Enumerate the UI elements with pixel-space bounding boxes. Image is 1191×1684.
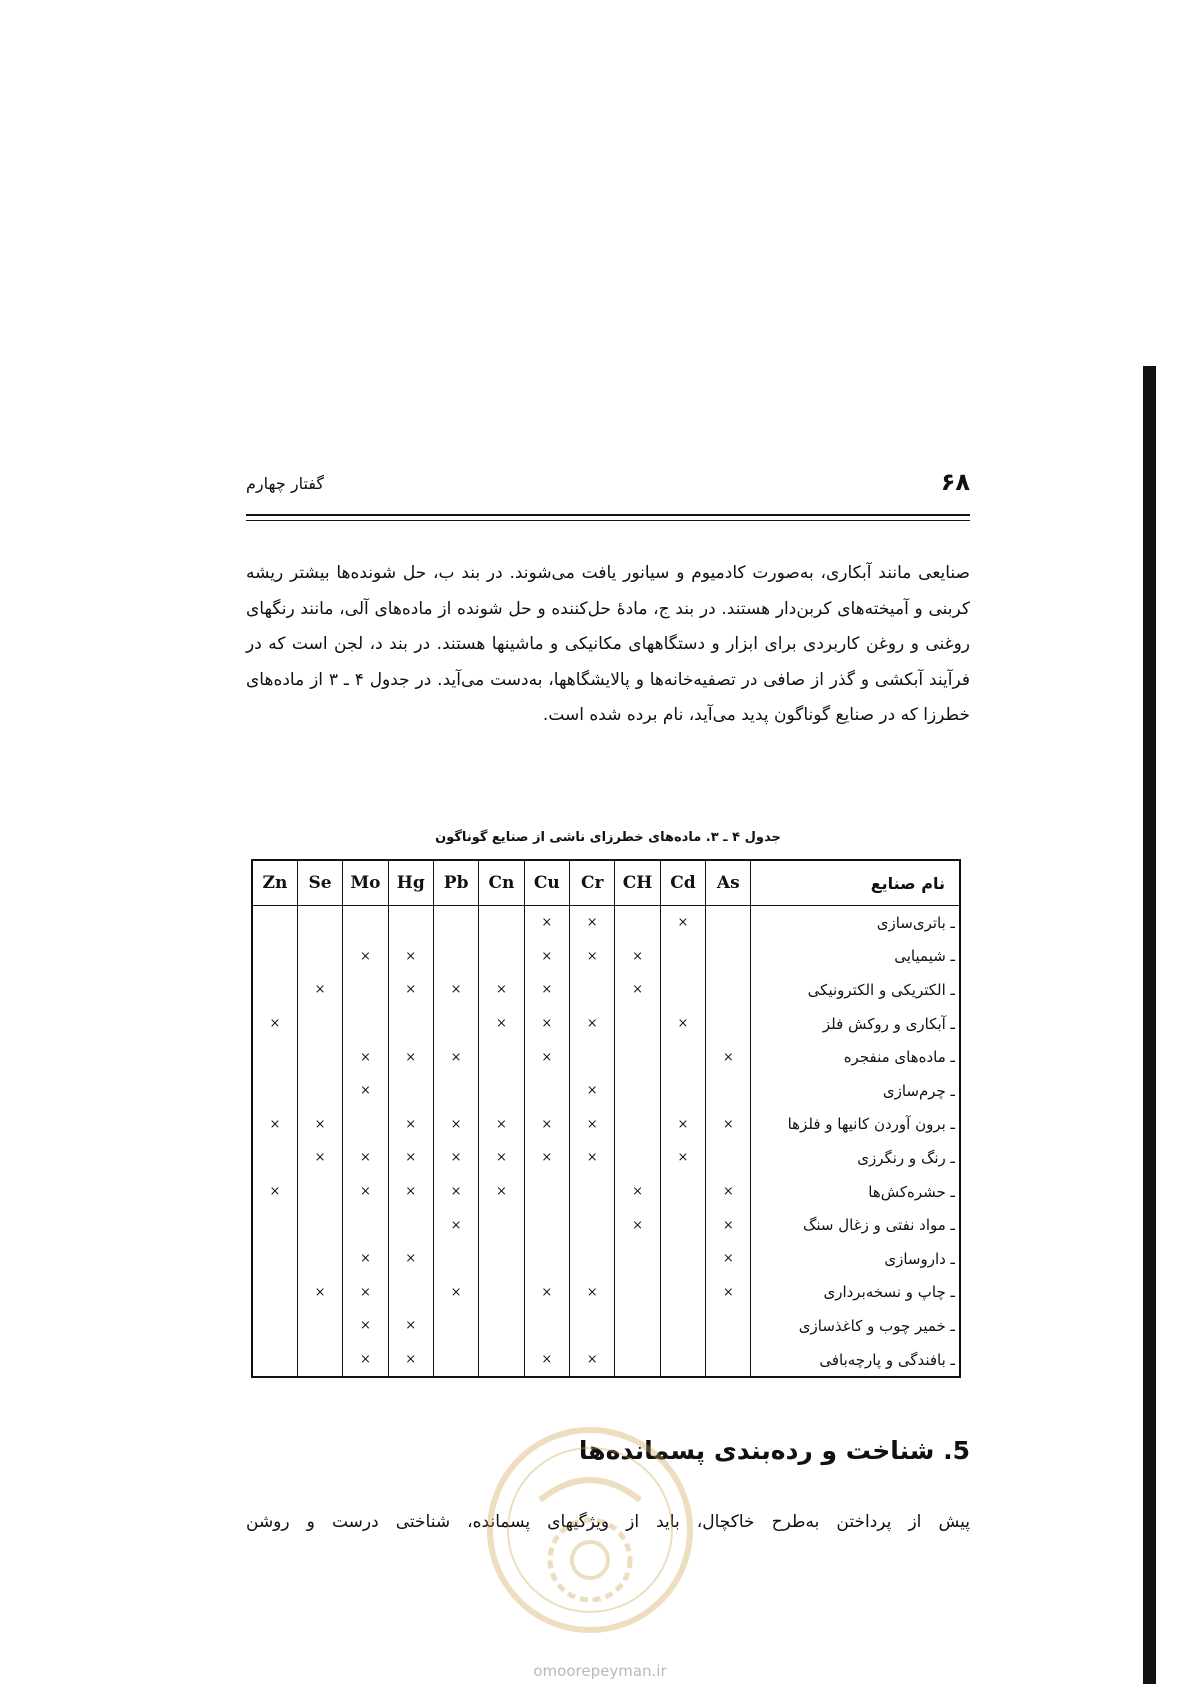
hazard-mark-cell [660, 1309, 705, 1343]
hazard-mark-cell: × [388, 940, 433, 974]
hazard-mark-cell [433, 1074, 478, 1108]
element-column-header: Se [297, 860, 342, 906]
hazard-mark-cell: × [524, 1007, 569, 1041]
hazard-mark-cell [615, 906, 660, 940]
industry-column-header: نام صنایع [751, 860, 960, 906]
hazard-mark-cell [524, 1242, 569, 1276]
hazard-mark-cell: × [388, 1343, 433, 1378]
industry-name-cell: ـ داروسازی [751, 1242, 960, 1276]
hazard-mark-cell [706, 1343, 751, 1378]
hazard-mark-cell: × [343, 1040, 388, 1074]
header-rule [246, 514, 970, 516]
hazard-mark-cell: × [524, 940, 569, 974]
table-body [252, 906, 960, 1378]
hazard-mark-cell: × [388, 1141, 433, 1175]
hazard-mark-cell [706, 973, 751, 1007]
hazard-mark-cell [252, 1242, 297, 1276]
hazard-mark-cell [660, 1242, 705, 1276]
hazard-mark-cell [524, 1074, 569, 1108]
industry-name-cell: ـ خمیر چوب و کاغذسازی [751, 1309, 960, 1343]
hazard-mark-cell: × [524, 1343, 569, 1378]
hazard-mark-cell: × [433, 1040, 478, 1074]
hazard-mark-cell [706, 906, 751, 940]
hazard-table-container [251, 859, 959, 1378]
hazard-mark-cell [570, 973, 615, 1007]
hazard-mark-cell: × [343, 1309, 388, 1343]
industry-name-cell: ـ آبکاری و روکش فلز [751, 1007, 960, 1041]
hazard-mark-cell: × [252, 1175, 297, 1209]
table-row [252, 1175, 960, 1209]
hazard-mark-cell [570, 1309, 615, 1343]
hazard-mark-cell [388, 906, 433, 940]
hazard-mark-cell: × [343, 1276, 388, 1310]
hazard-mark-cell: × [660, 906, 705, 940]
hazard-mark-cell [660, 1208, 705, 1242]
section-intro-line: پیش از پرداختن به‌طرح خاکچال، باید از ویژگیهای پسمانده، شناختی درست و روشن [246, 1512, 970, 1532]
industry-name-cell: ـ چرم‌سازی [751, 1074, 960, 1108]
hazard-mark-cell [297, 1242, 342, 1276]
hazard-mark-cell [388, 1208, 433, 1242]
hazard-mark-cell [479, 1343, 524, 1378]
hazard-mark-cell: × [343, 1242, 388, 1276]
hazard-mark-cell [252, 1276, 297, 1310]
hazard-mark-cell [615, 1108, 660, 1142]
element-column-header: Cn [479, 860, 524, 906]
hazard-mark-cell: × [388, 1242, 433, 1276]
hazard-mark-cell [706, 1141, 751, 1175]
hazard-mark-cell [343, 973, 388, 1007]
element-column-header: CH [615, 860, 660, 906]
hazard-mark-cell [479, 1242, 524, 1276]
hazard-mark-cell: × [433, 1208, 478, 1242]
hazard-mark-cell [343, 1208, 388, 1242]
hazard-mark-cell [615, 1343, 660, 1378]
table-row [252, 1040, 960, 1074]
element-column-header: Cd [660, 860, 705, 906]
hazard-mark-cell [433, 1343, 478, 1378]
hazard-mark-cell [252, 940, 297, 974]
page-header [246, 468, 970, 532]
hazard-mark-cell [252, 973, 297, 1007]
hazard-mark-cell [252, 1074, 297, 1108]
hazard-mark-cell [524, 1175, 569, 1209]
industry-name-cell: ـ شیمیایی [751, 940, 960, 974]
hazard-mark-cell [660, 1040, 705, 1074]
hazard-mark-cell [524, 1208, 569, 1242]
hazard-mark-cell: × [570, 940, 615, 974]
hazard-mark-cell: × [433, 1108, 478, 1142]
hazard-mark-cell: × [660, 1141, 705, 1175]
hazard-mark-cell: × [570, 1276, 615, 1310]
hazard-mark-cell [615, 1242, 660, 1276]
hazard-mark-cell [615, 1040, 660, 1074]
hazard-mark-cell: × [570, 906, 615, 940]
hazard-mark-cell [297, 1040, 342, 1074]
hazard-mark-cell [479, 1276, 524, 1310]
hazard-mark-cell: × [524, 1141, 569, 1175]
hazard-mark-cell [388, 1276, 433, 1310]
industry-name-cell: ـ چاپ و نسخه‌برداری [751, 1276, 960, 1310]
hazard-mark-cell: × [252, 1007, 297, 1041]
hazard-mark-cell [706, 1007, 751, 1041]
hazard-mark-cell: × [479, 1108, 524, 1142]
element-column-header: Mo [343, 860, 388, 906]
hazard-mark-cell: × [479, 973, 524, 1007]
element-column-header: Cr [570, 860, 615, 906]
hazard-mark-cell [297, 940, 342, 974]
hazard-mark-cell [479, 1309, 524, 1343]
hazard-mark-cell: × [706, 1208, 751, 1242]
hazard-mark-cell: × [343, 1175, 388, 1209]
hazard-mark-cell [297, 1175, 342, 1209]
hazard-mark-cell [524, 1309, 569, 1343]
hazard-mark-cell [479, 1040, 524, 1074]
hazard-mark-cell [479, 1208, 524, 1242]
industry-name-cell: ـ رنگ و رنگرزی [751, 1141, 960, 1175]
table-row [252, 1007, 960, 1041]
element-column-header: Hg [388, 860, 433, 906]
hazard-mark-cell: × [706, 1242, 751, 1276]
hazard-mark-cell: × [615, 940, 660, 974]
table-row [252, 973, 960, 1007]
hazard-mark-cell [660, 1276, 705, 1310]
hazard-mark-cell [615, 1007, 660, 1041]
hazard-mark-cell [615, 1276, 660, 1310]
hazard-mark-cell [660, 1343, 705, 1378]
hazard-mark-cell [660, 1175, 705, 1209]
hazard-mark-cell: × [570, 1074, 615, 1108]
hazard-mark-cell: × [252, 1108, 297, 1142]
hazard-mark-cell: × [433, 1175, 478, 1209]
hazard-mark-cell [388, 1074, 433, 1108]
hazard-mark-cell: × [343, 1141, 388, 1175]
hazard-mark-cell [297, 1343, 342, 1378]
watermark-url: omoorepeyman.ir [533, 1662, 667, 1680]
hazard-mark-cell [433, 906, 478, 940]
hazard-mark-cell [479, 940, 524, 974]
table-row [252, 1276, 960, 1310]
hazard-mark-cell: × [433, 1276, 478, 1310]
hazard-mark-cell [570, 1208, 615, 1242]
hazard-mark-cell: × [479, 1141, 524, 1175]
element-column-header: As [706, 860, 751, 906]
hazard-mark-cell: × [570, 1007, 615, 1041]
hazard-mark-cell [615, 1141, 660, 1175]
hazard-mark-cell [615, 1074, 660, 1108]
hazard-mark-cell [660, 973, 705, 1007]
hazard-mark-cell [297, 1074, 342, 1108]
hazard-mark-cell [660, 940, 705, 974]
table-row [252, 1141, 960, 1175]
hazard-mark-cell: × [297, 1108, 342, 1142]
hazard-mark-cell: × [388, 1309, 433, 1343]
hazard-mark-cell [297, 1309, 342, 1343]
hazard-mark-cell [433, 1309, 478, 1343]
hazard-mark-cell: × [388, 1175, 433, 1209]
industry-name-cell: ـ مواد نفتی و زغال سنگ [751, 1208, 960, 1242]
hazard-mark-cell: × [706, 1276, 751, 1310]
section-heading: 5. شناخت و رده‌بندی پسمانده‌ها [578, 1436, 970, 1465]
table-row [252, 1242, 960, 1276]
hazard-mark-cell: × [433, 1141, 478, 1175]
hazard-mark-cell: × [706, 1175, 751, 1209]
hazard-mark-cell [297, 1007, 342, 1041]
table-caption: جدول ۴ ـ ۳. ماده‌های خطرزای ناشی از صنایع گوناگون [435, 830, 781, 845]
hazard-mark-cell: × [524, 973, 569, 1007]
hazard-mark-cell: × [297, 1276, 342, 1310]
hazard-mark-cell [433, 1007, 478, 1041]
hazard-mark-cell [252, 1309, 297, 1343]
hazard-mark-cell [252, 1208, 297, 1242]
hazard-mark-cell [615, 1309, 660, 1343]
hazard-mark-cell [479, 1074, 524, 1108]
hazard-mark-cell: × [615, 1175, 660, 1209]
hazard-mark-cell [433, 940, 478, 974]
hazard-mark-cell: × [524, 1040, 569, 1074]
hazard-mark-cell: × [343, 940, 388, 974]
hazard-mark-cell: × [297, 1141, 342, 1175]
hazard-mark-cell [252, 906, 297, 940]
hazard-mark-cell [570, 1242, 615, 1276]
page-number: ۶۸ [940, 468, 970, 496]
table-row [252, 1208, 960, 1242]
hazard-mark-cell [706, 940, 751, 974]
industry-name-cell: ـ برون آوردن کانیها و فلزها [751, 1108, 960, 1142]
hazard-mark-cell [297, 906, 342, 940]
hazard-mark-cell [660, 1074, 705, 1108]
table-row [252, 1108, 960, 1142]
hazard-mark-cell: × [388, 1108, 433, 1142]
industry-name-cell: ـ ماده‌های منفجره [751, 1040, 960, 1074]
hazard-mark-cell [570, 1175, 615, 1209]
table-row [252, 1309, 960, 1343]
hazard-mark-cell: × [570, 1343, 615, 1378]
industry-name-cell: ـ حشره‌کش‌ها [751, 1175, 960, 1209]
hazard-mark-cell: × [660, 1108, 705, 1142]
table-row [252, 940, 960, 974]
hazard-mark-cell: × [706, 1108, 751, 1142]
hazard-mark-cell: × [615, 973, 660, 1007]
table-row [252, 1343, 960, 1378]
header-rule-thin [246, 520, 970, 521]
hazard-mark-cell [252, 1141, 297, 1175]
hazard-table [251, 859, 961, 1378]
chapter-title: گفتار چهارم [246, 474, 324, 493]
table-row [252, 1074, 960, 1108]
hazard-mark-cell: × [433, 973, 478, 1007]
hazard-mark-cell: × [570, 1141, 615, 1175]
hazard-mark-cell [343, 1108, 388, 1142]
hazard-mark-cell [706, 1074, 751, 1108]
industry-name-cell: ـ باتری‌سازی [751, 906, 960, 940]
hazard-mark-cell [343, 1007, 388, 1041]
hazard-mark-cell: × [343, 1074, 388, 1108]
hazard-mark-cell [252, 1040, 297, 1074]
hazard-mark-cell: × [479, 1175, 524, 1209]
hazard-mark-cell [706, 1309, 751, 1343]
hazard-mark-cell: × [388, 1040, 433, 1074]
element-column-header: Cu [524, 860, 569, 906]
hazard-mark-cell [297, 1208, 342, 1242]
hazard-mark-cell: × [706, 1040, 751, 1074]
hazard-mark-cell [570, 1040, 615, 1074]
scan-edge-bar [1143, 366, 1156, 1684]
hazard-mark-cell: × [388, 973, 433, 1007]
body-paragraph: صنایعی مانند آبکاری، به‌صورت کادمیوم و سیانور یافت می‌شوند. در بند ب، حل شونده‌ها بیشتر ریشه کربنی و آمیخته‌های کربن‌دار هستند. در بند ج، مادهٔ حل‌کننده و حل شونده از ماده‌های آلی، مانند رنگهای روغنی و روغن کاربردی برای ابزار و دستگاههای مکانیکی و ماشینها هستند. در بند د، لجن است که در فرآیند آبکشی و گذر از صافی در تصفیه‌خانه‌ها و پالایشگاهها، به‌دست می‌آید. در جدول ۴ ـ ۳ از ماده‌های خطرزا که در صنایع گوناگون پدید می‌آید، نام برده شده است. [246, 563, 970, 725]
hazard-mark-cell: × [343, 1343, 388, 1378]
hazard-mark-cell: × [660, 1007, 705, 1041]
hazard-mark-cell: × [297, 973, 342, 1007]
hazard-mark-cell [388, 1007, 433, 1041]
hazard-mark-cell [479, 906, 524, 940]
industry-name-cell: ـ بافندگی و پارچه‌بافی [751, 1343, 960, 1378]
element-column-header: Pb [433, 860, 478, 906]
hazard-mark-cell: × [524, 1276, 569, 1310]
table-row [252, 906, 960, 940]
hazard-mark-cell: × [524, 906, 569, 940]
table-header-row [252, 860, 960, 906]
hazard-mark-cell [343, 906, 388, 940]
hazard-mark-cell: × [479, 1007, 524, 1041]
hazard-mark-cell: × [615, 1208, 660, 1242]
hazard-mark-cell [433, 1242, 478, 1276]
hazard-mark-cell: × [524, 1108, 569, 1142]
industry-name-cell: ـ الکتریکی و الکترونیکی [751, 973, 960, 1007]
hazard-mark-cell: × [570, 1108, 615, 1142]
hazard-mark-cell [252, 1343, 297, 1378]
element-column-header: Zn [252, 860, 297, 906]
